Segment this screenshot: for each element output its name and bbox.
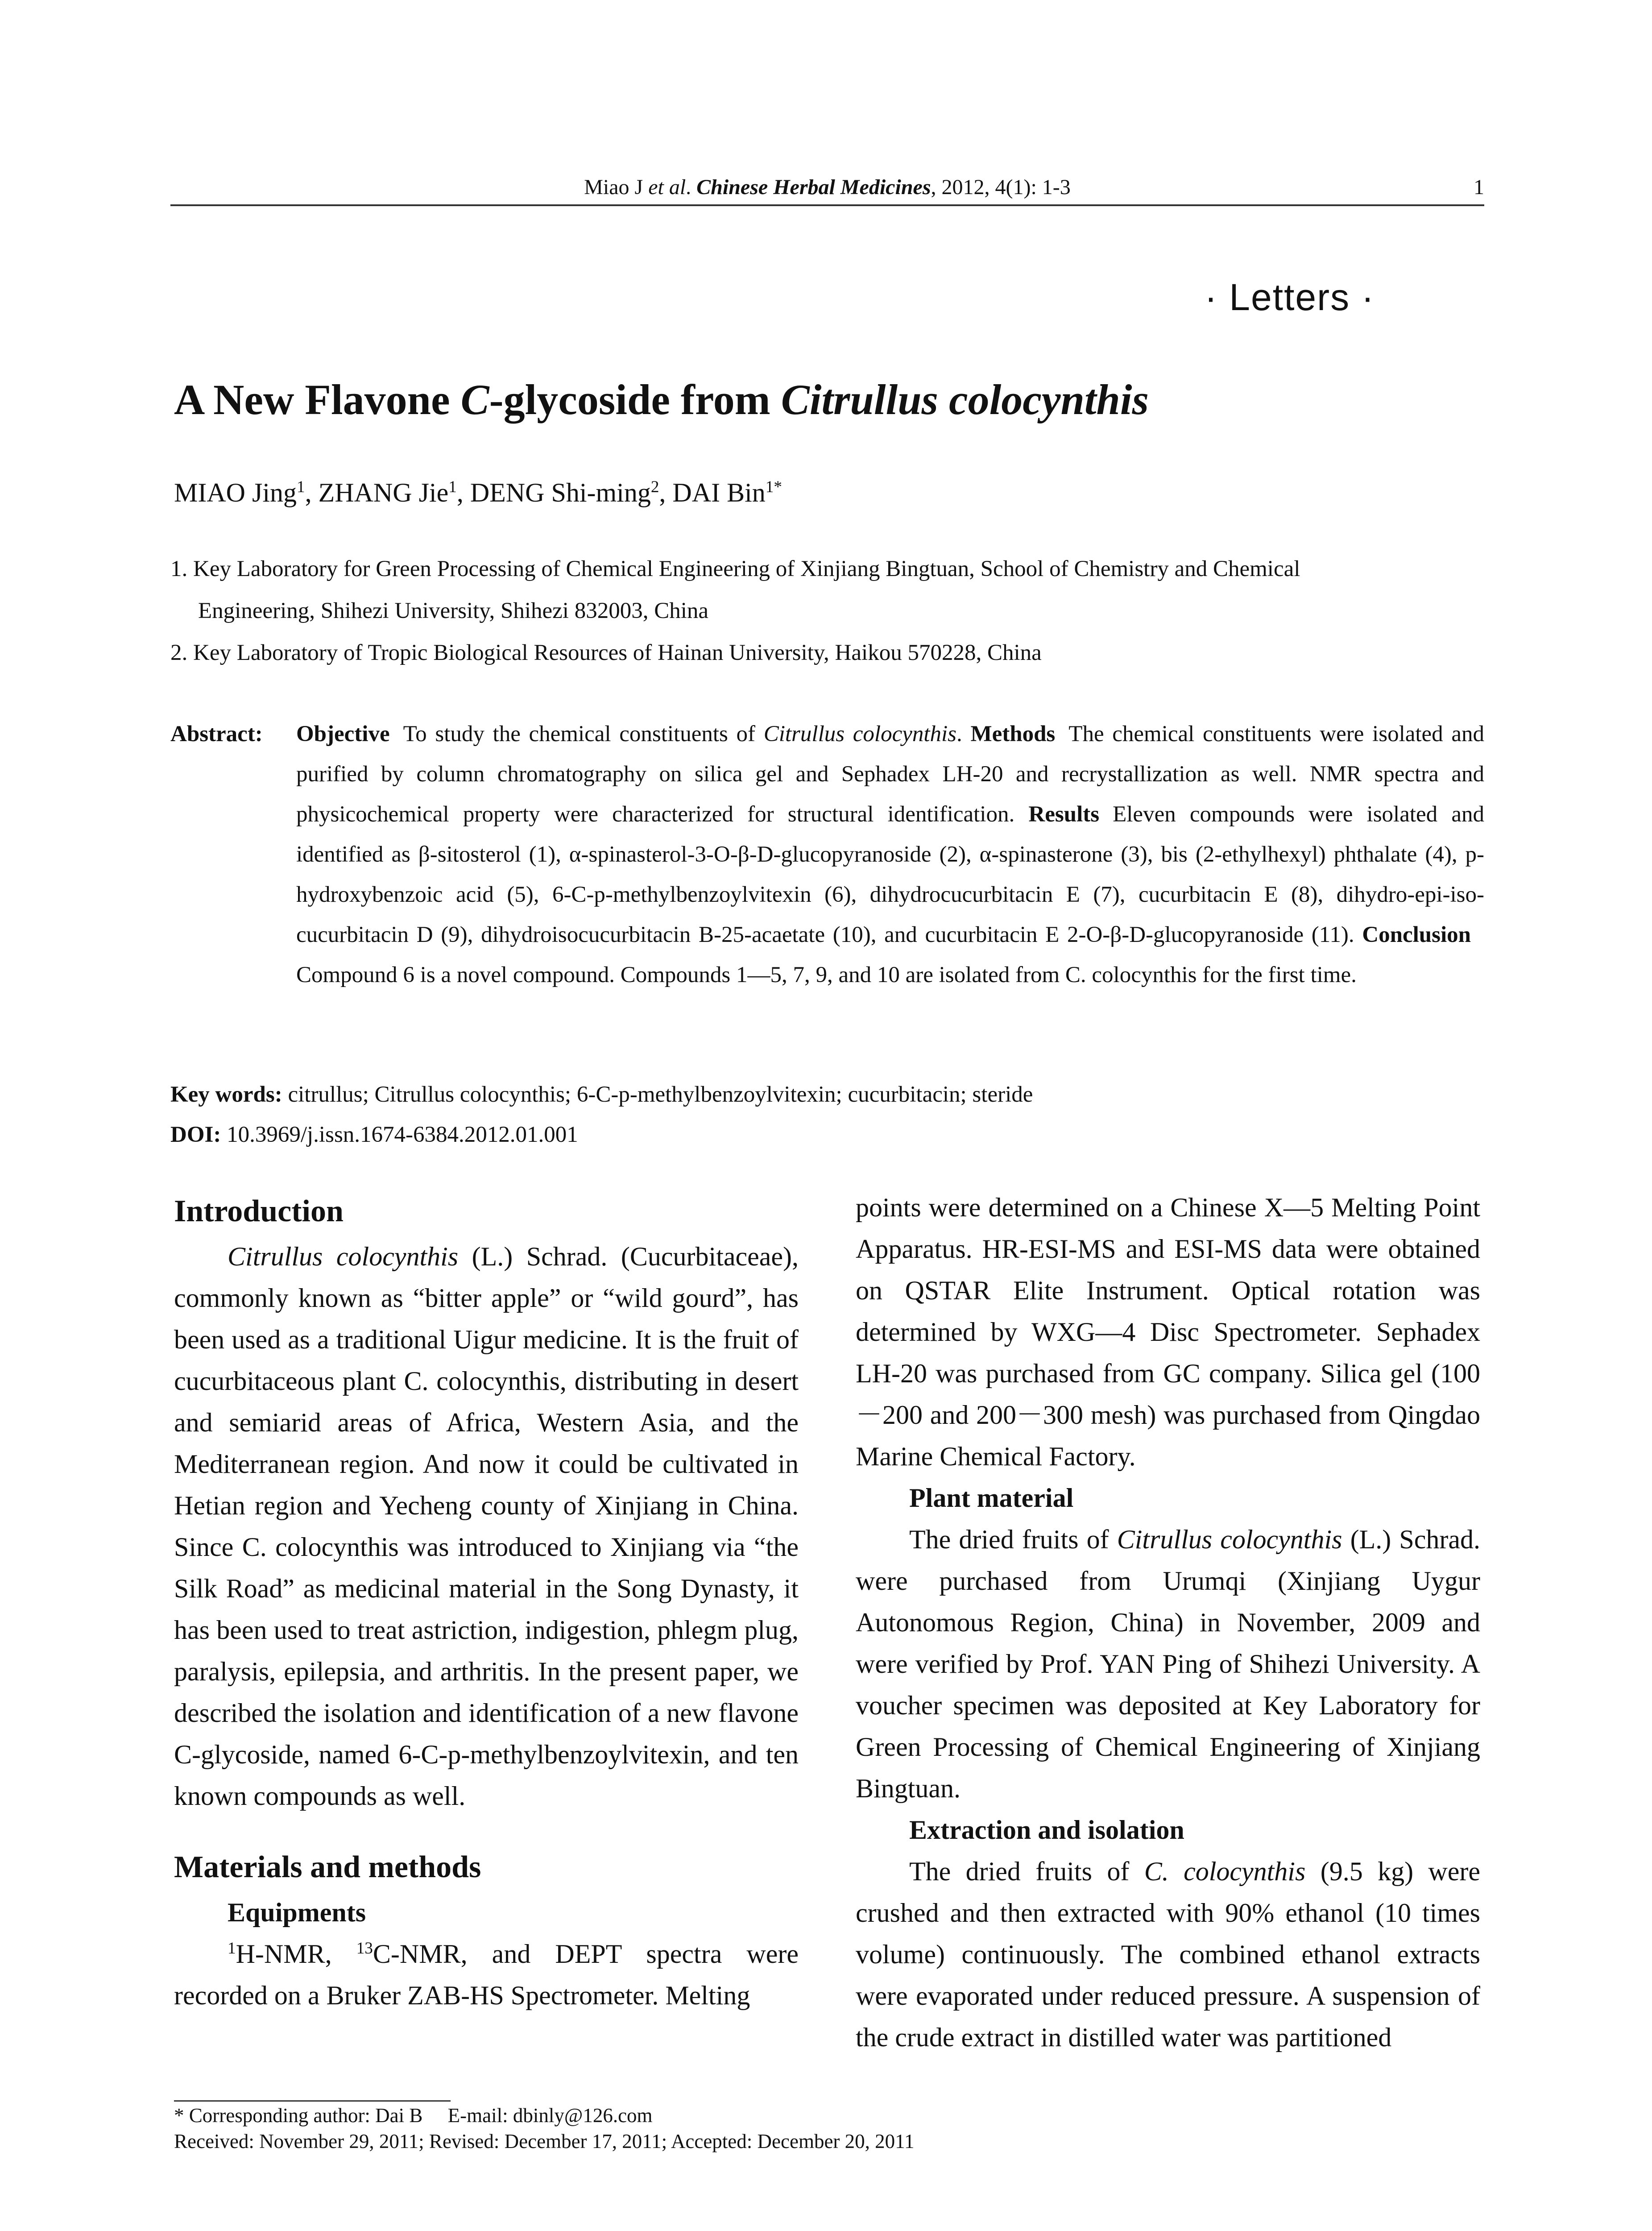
author-list: [174, 477, 782, 508]
conclusion-text: Compound 6 is a novel compound. Compounds 1—5, 7, 9, and 10 are isolated from C. colocynthis for the first time.: [296, 962, 1357, 987]
author-separator: ,: [456, 478, 470, 507]
doi-link[interactable]: 10.3969/j.issn.1674-6384.2012.01.001: [227, 1122, 578, 1147]
objective-species: Citrullus colocynthis: [763, 722, 957, 746]
author-affiliation-mark: 1*: [765, 478, 782, 496]
author: [319, 478, 470, 507]
keywords: [170, 1074, 1484, 1115]
isotope-13: 13: [356, 1939, 373, 1957]
author-affiliation-mark: 1: [448, 478, 457, 496]
introduction-species: Citrullus colocynthis: [228, 1242, 459, 1271]
journal-name: Chinese Herbal Medicines: [696, 175, 931, 199]
keywords-block: [170, 1074, 1484, 1155]
affiliation-1: [170, 548, 1484, 632]
methods-text: The chemical constituents were isolated and purified by column chromatography on silica gel and Sephadex LH-20 and recrystallization as well. NMR spectra and physicochemical property were characterized for structural identification.: [296, 722, 1484, 827]
introduction-text: (L.) Schrad. (Cucurbitaceae), commonly known as “bitter apple” or “wild gourd”, has been used as a traditional Uigur medicine. It is the fruit of cucurbitaceous plant C. colocynthis, distributing in desert and semiarid areas of Africa, Western Asia, and the Mediterranean region. And now it could be cultivated in Hetian region and Yecheng county of Xinjiang in China. Since C. colocynthis was introduced to Xinjiang via “the Silk Road” as medicinal material in the Song Dynasty, it has been used to treat astriction, indigestion, phlegm plug, paralysis, epilepsia, and arthritis. In the present paper, we described the isolation and identification of a new flavone C-glycoside, named 6-C-p-methylbenzoylvitexin, and ten known compounds as well.: [174, 1242, 799, 1811]
affiliation-2: 2. Key Laboratory of Tropic Biological Resources of Hainan University, Haikou 570228, China: [170, 640, 1042, 665]
citation-volume: , 2012, 4(1): 1-3: [931, 175, 1071, 199]
author-affiliation-mark: 2: [650, 478, 659, 496]
author-name: DAI Bin: [672, 478, 766, 507]
author: [174, 478, 319, 507]
plant-text-a: The dried fruits of: [909, 1525, 1117, 1554]
objective-text: To study the chemical constituents of: [403, 722, 764, 746]
article-dates: Received: November 29, 2011; Revised: December 17, 2011; Accepted: December 20, 2011: [174, 2130, 915, 2152]
author: [672, 478, 782, 507]
equipments-heading: Equipments: [228, 1898, 366, 1927]
equipments-text-b: C-NMR, and DEPT spectra were recorded on a Bruker ZAB-HS Spectrometer. Melting: [174, 1939, 799, 2010]
materials-heading: Materials and methods: [174, 1850, 481, 1884]
equipments-text-a: H-NMR,: [236, 1939, 356, 1969]
conclusion-label: Conclusion: [1362, 922, 1471, 947]
title-part-2: -glycoside from: [489, 376, 781, 423]
extraction-text-b: (9.5 kg) were crushed and then extracted with 90% ethanol (10 times volume) continuously. The combined ethanol extracts were evaporated under reduced pressure. A suspension of the crude extract in distilled water was partitioned: [856, 1857, 1480, 2052]
author-separator: ,: [659, 478, 673, 507]
extraction-species: C. colocynthis: [1144, 1857, 1306, 1886]
introduction-paragraph: [174, 1236, 799, 1817]
author-name: ZHANG Jie: [318, 478, 449, 507]
isotope-1: 1: [228, 1939, 236, 1957]
extraction-text-a: The dried fruits of: [909, 1857, 1144, 1886]
extraction-paragraph: [856, 1851, 1480, 2058]
section-label: · Letters ·: [1205, 276, 1375, 318]
footnote-rule: [174, 2100, 451, 2102]
left-column: [174, 1187, 799, 2016]
citation-authors: Miao J: [584, 175, 649, 199]
doi: [170, 1115, 1484, 1155]
plant-species: Citrullus colocynthis: [1117, 1525, 1342, 1554]
author-name: MIAO Jing: [174, 478, 297, 507]
introduction-heading: Introduction: [174, 1194, 344, 1228]
keywords-text: citrullus; Citrullus colocynthis; 6-C-p-methylbenzoylvitexin; cucurbitacin; steride: [288, 1082, 1033, 1107]
citation-line: [170, 175, 1484, 199]
equipments-continued: points were determined on a Chinese X―5 Melting Point Apparatus. HR-ESI-MS and ESI-MS data were obtained on QSTAR Elite Instrument. Optical rotation was determined by WXG―4 Disc Spectrometer. Sephadex LH-20 was purchased from GC company. Silica gel (100－200 and 200－300 mesh) was purchased from Qingdao Marine Chemical Factory.: [856, 1193, 1480, 1471]
right-column: [856, 1187, 1480, 2058]
plant-text-b: (L.) Schrad. were purchased from Urumqi (Xinjiang Uygur Autonomous Region, China) in November, 2009 and were verified by Prof. YAN Ping of Shihezi University. A voucher specimen was deposited at Key Laboratory for Green Processing of Chemical Engineering of Xinjiang Bingtuan.: [856, 1525, 1480, 1803]
citation-dot: .: [686, 175, 697, 199]
corresponding-author: * Corresponding author: Dai B E-mail: dbinly@126.com: [174, 2104, 653, 2127]
methods-label: Methods: [970, 722, 1056, 746]
abstract: [170, 714, 1484, 995]
running-header: [170, 173, 1484, 206]
affiliation-1-line-2: Engineering, Shihezi University, Shihezi 832003, China: [198, 598, 709, 623]
title-part-1: A New Flavone: [174, 376, 461, 423]
page-number: 1: [1474, 175, 1484, 199]
results-text: Eleven compounds were isolated and identified as β-sitosterol (1), α-spinasterol-3-O-β-D-glucopyranoside (2), α-spinasterone (3), bis (2-ethylhexyl) phthalate (4), p-hydroxybenzoic acid (5), 6-C-p-methylbenzoylvitexin (6), dihydrocucurbitacin E (7), cucurbitacin E (8), dihydro-epi-iso-cucurbitacin D (9), dihydroisocucurbitacin B-25-acaetate (10), and cucurbitacin E 2-O-β-D-glucopyranoside (11).: [296, 802, 1484, 947]
results-label: Results: [1028, 802, 1100, 827]
plant-material-heading: Plant material: [909, 1483, 1074, 1513]
affiliation-1-line-1: 1. Key Laboratory for Green Processing of Chemical Engineering of Xinjiang Bingtuan, School of Chemistry and Chemical: [170, 556, 1300, 581]
equipments-paragraph: [174, 1933, 799, 2016]
author-name: DENG Shi-ming: [470, 478, 651, 507]
objective-end: .: [956, 722, 971, 746]
abstract-body: [296, 714, 1484, 995]
objective-label: Objective: [296, 722, 390, 746]
author: [470, 478, 673, 507]
author-affiliation-mark: 1: [297, 478, 305, 496]
plant-material-paragraph: [856, 1519, 1480, 1809]
abstract-label: Abstract:: [170, 722, 263, 746]
extraction-heading: Extraction and isolation: [909, 1815, 1184, 1845]
keywords-label: Key words:: [170, 1082, 282, 1107]
title-italic-c: C: [460, 376, 489, 423]
article-title: [174, 375, 1149, 424]
footnote: [174, 2102, 915, 2154]
author-separator: ,: [305, 478, 319, 507]
doi-label: DOI:: [170, 1122, 221, 1147]
title-species: Citrullus colocynthis: [781, 376, 1149, 423]
citation-etal: et al: [648, 175, 686, 199]
